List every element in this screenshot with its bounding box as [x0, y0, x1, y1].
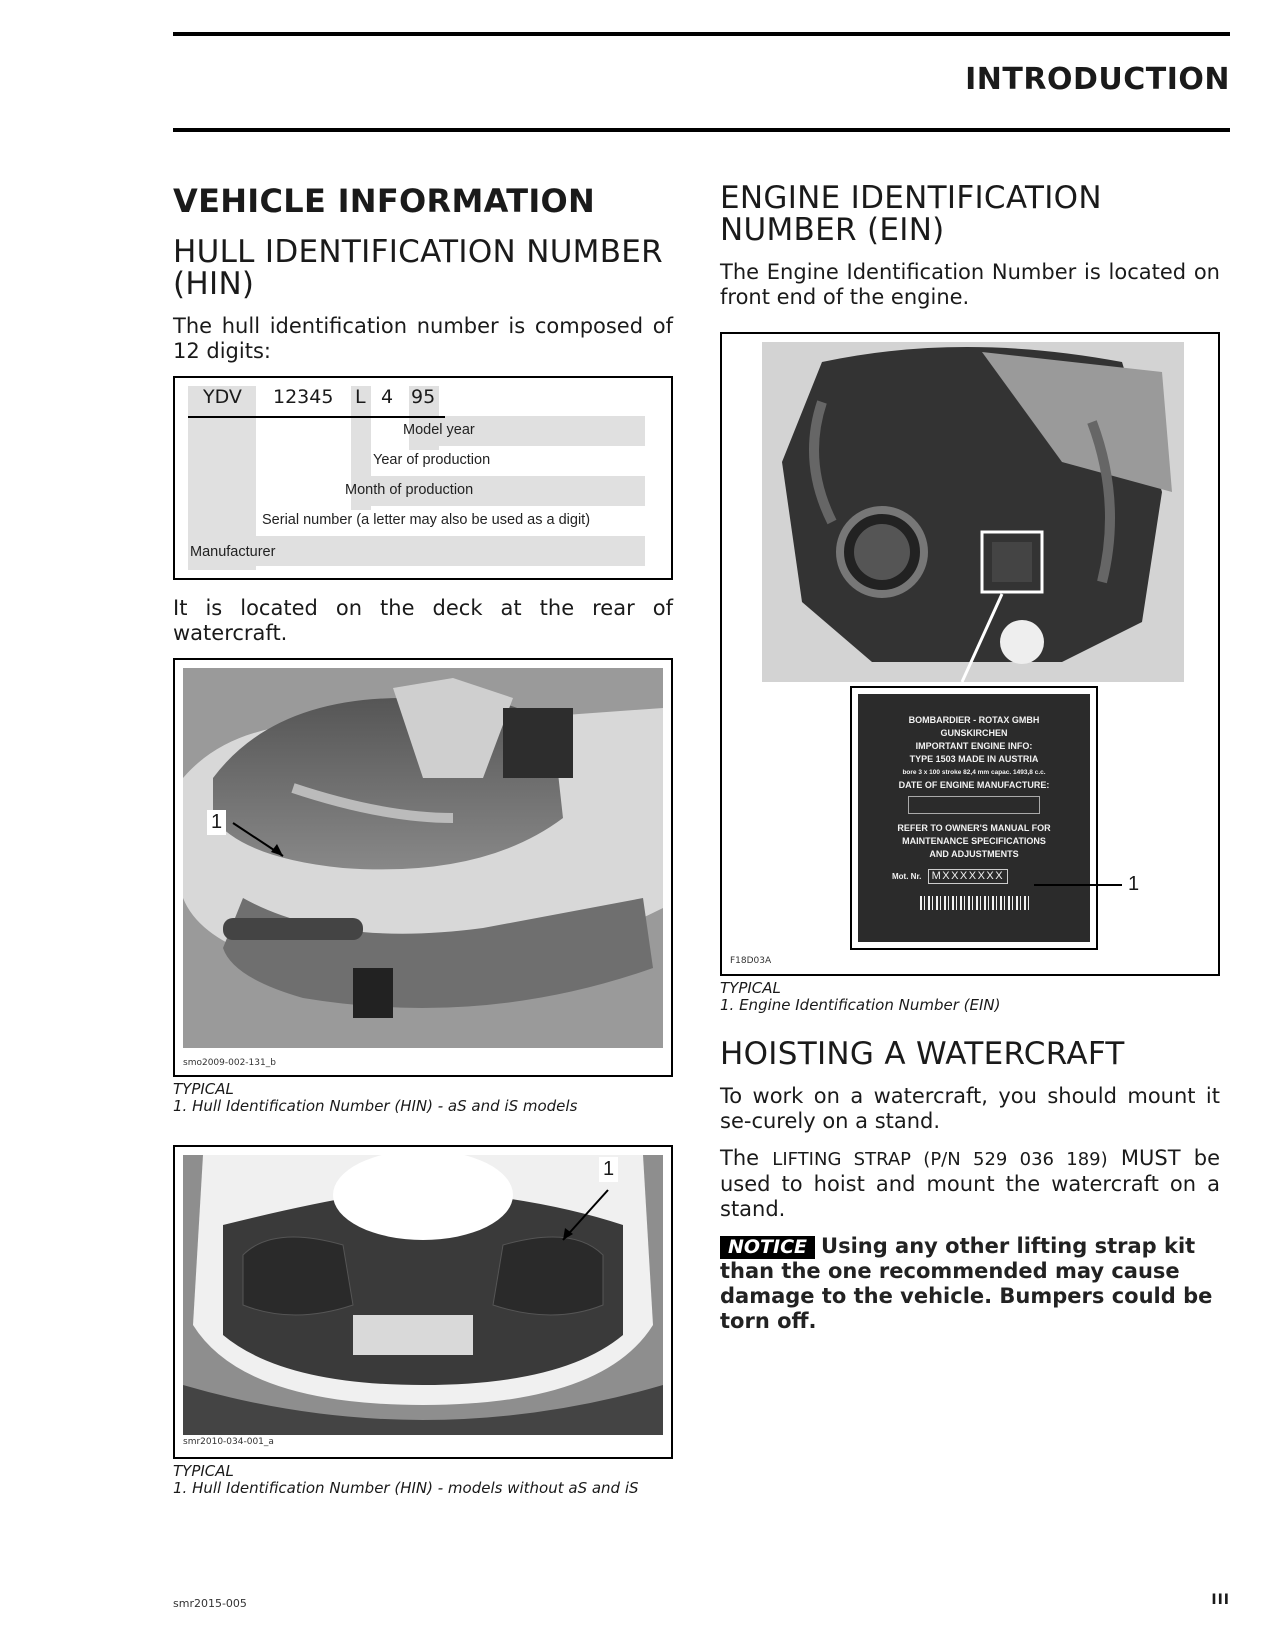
- figure3-callout: 1: [1124, 872, 1143, 897]
- hoisting-paragraph-2: [720, 1146, 1220, 1222]
- page-number: III: [1211, 1592, 1230, 1608]
- header-rule-bottom: [173, 128, 1230, 132]
- ein-heading: ENGINE IDENTIFICATION NUMBER (EIN): [720, 180, 1102, 248]
- left-column: [173, 182, 673, 1497]
- hoisting-paragraph-1: To work on a watercraft, you should mount it se-curely on a stand.: [720, 1084, 1220, 1133]
- hoisting-p2-start: The: [720, 1146, 773, 1170]
- hin-location: It is located on the deck at the rear of watercraft.: [173, 596, 673, 645]
- figure-hin-as-is: [173, 658, 673, 1077]
- vehicle-information-heading: VEHICLE INFORMATION: [173, 182, 596, 220]
- engine-photo: [762, 342, 1184, 682]
- hin-intro: The hull identification number is composed of 12 digits:: [173, 314, 673, 363]
- figure1-callout: 1: [207, 810, 226, 835]
- plate-line7: REFER TO OWNER'S MANUAL FOR: [897, 823, 1051, 833]
- hin-underline-2: [351, 416, 445, 418]
- figure2-caption-title: TYPICAL: [173, 1462, 234, 1480]
- hin-label-serial: Serial number (a letter may also be used as a digit): [262, 512, 591, 528]
- plate-date-box: [908, 796, 1040, 814]
- plate-line3: IMPORTANT ENGINE INFO:: [915, 741, 1033, 751]
- plate-barcode: [920, 896, 1030, 910]
- figure2-callout: 1: [599, 1157, 618, 1182]
- notice-paragraph: [720, 1234, 1220, 1334]
- hin-table: [173, 376, 673, 580]
- watercraft-rear-photo: [183, 668, 663, 1048]
- figure-ein: [720, 332, 1220, 976]
- figure1-caption-title: TYPICAL: [173, 1080, 234, 1098]
- header-rule-top: [173, 32, 1230, 36]
- plate-line1: BOMBARDIER - ROTAX GMBH: [908, 715, 1040, 725]
- hin-part-year: 4: [381, 386, 394, 408]
- ein-plate-frame: [850, 686, 1098, 950]
- hin-part-model: 95: [411, 386, 436, 408]
- ein-plate: [858, 694, 1090, 942]
- right-column: [720, 182, 1220, 1334]
- footer-doc-code: smr2015-005: [173, 1597, 247, 1610]
- figure1-caption-item: 1. Hull Identification Number (HIN) - aS and iS models: [173, 1097, 578, 1115]
- hin-label-manufacturer: Manufacturer: [190, 544, 276, 560]
- hin-heading: HULL IDENTIFICATION NUMBER (HIN): [173, 234, 664, 302]
- plate-mot-label: Mot. Nr.: [892, 872, 922, 881]
- plate-line5: bore 3 x 100 stroke 82,4 mm capac. 1493,8 c.c.: [902, 769, 1046, 776]
- watercraft-deck-photo: [183, 1155, 663, 1435]
- hin-part-ydv: YDV: [203, 386, 242, 408]
- hoisting-p2-end: MUST be used to hoist and mount the watercraft on a stand.: [720, 1146, 1220, 1221]
- hin-label-month-production: Month of production: [345, 482, 474, 498]
- figure3-code: F18D03A: [730, 956, 772, 966]
- figure2-caption-item: 1. Hull Identification Number (HIN) - models without aS and iS: [173, 1479, 639, 1497]
- figure3-caption-item: 1. Engine Identification Number (EIN): [720, 996, 1001, 1014]
- plate-line8: MAINTENANCE SPECIFICATIONS: [902, 836, 1046, 846]
- figure3-caption-title: TYPICAL: [720, 979, 781, 997]
- hin-label-model-year: Model year: [403, 422, 475, 438]
- ein-text: The Engine Identification Number is located on front end of the engine.: [720, 260, 1220, 309]
- section-title: INTRODUCTION: [965, 62, 1230, 97]
- plate-line6: DATE OF ENGINE MANUFACTURE:: [898, 780, 1050, 790]
- hoisting-heading: HOISTING A WATERCRAFT: [720, 1036, 1125, 1072]
- hin-label-year-production: Year of production: [373, 452, 491, 468]
- figure-hin-no-as-is: [173, 1145, 673, 1459]
- figure2-code: smr2010-034-001_a: [183, 1437, 274, 1447]
- hin-part-month: L: [355, 386, 366, 408]
- lifting-strap-tool: LIFTING STRAP (P/N 529 036 189): [772, 1149, 1108, 1170]
- figure3-leader-line: [1034, 884, 1122, 886]
- hin-part-serial: 12345: [273, 386, 334, 408]
- notice-badge: NOTICE: [720, 1236, 815, 1259]
- plate-line9: AND ADJUSTMENTS: [929, 849, 1019, 859]
- plate-line4: TYPE 1503 MADE IN AUSTRIA: [909, 754, 1039, 764]
- plate-line2: GUNSKIRCHEN: [940, 728, 1008, 738]
- figure1-code: smo2009-002-131_b: [183, 1058, 276, 1068]
- plate-mot-value: MXXXXXXX: [928, 869, 1009, 884]
- notice-text: Using any other lifting strap kit than the one recommended may cause damage to the vehicle. Bumpers could be torn off.: [720, 1234, 1213, 1333]
